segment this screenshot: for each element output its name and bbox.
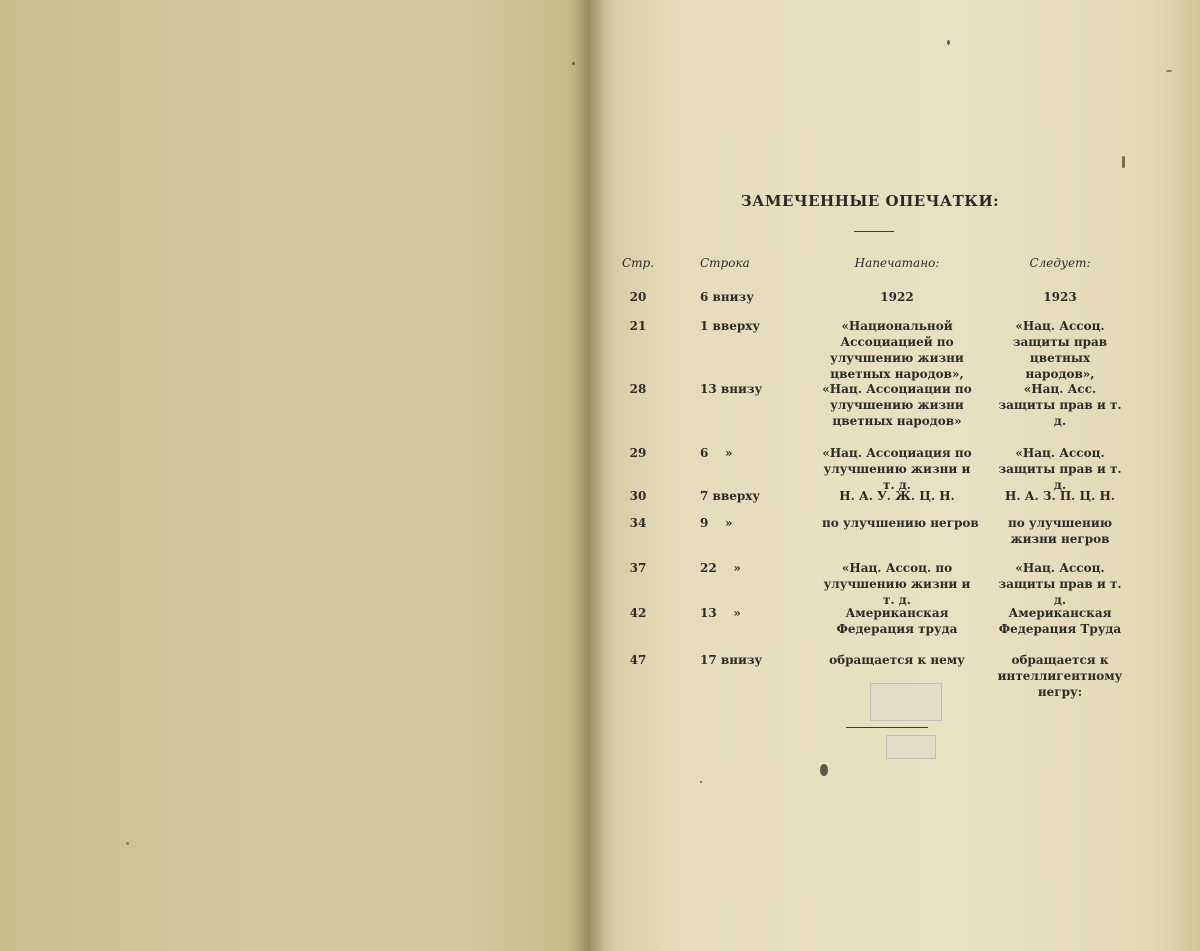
row-line-cell: 1 вверху: [700, 319, 761, 333]
row-page-cell: 21: [629, 319, 647, 333]
row-page-cell: 47: [629, 653, 647, 667]
row-page-cell: 28: [629, 382, 647, 396]
title-divider: [854, 231, 894, 232]
row-line-cell: 6 внизу: [700, 290, 754, 304]
row-page-cell: 29: [629, 446, 647, 460]
ink-speck: [126, 842, 129, 845]
row-line-cell: 13 »: [700, 606, 741, 620]
row-should-be-cell: «Нац. Ассоц. защиты прав и т. д.: [998, 561, 1122, 607]
row-should-be-cell: «Нац. Ассоц. защиты прав цветных народов»,: [1012, 319, 1108, 381]
column-header-should-be: Следует:: [1029, 256, 1091, 270]
ink-speck: [820, 764, 828, 776]
row-printed-cell: 1922: [880, 290, 914, 304]
row-page-cell: 20: [629, 290, 647, 304]
row-line-cell: 13 внизу: [700, 382, 763, 396]
ink-speck: [700, 781, 702, 783]
row-line-cell: 6 »: [700, 446, 733, 460]
row-printed-cell: «Нац. Ассоциации по улучшению жизни цветных народов»: [822, 382, 972, 428]
row-printed-cell: обращается к нему: [829, 653, 965, 667]
row-printed-cell: «Национальной Ассоциацией по улучшению жизни цветных народов»,: [830, 319, 964, 381]
row-line-cell: 22 »: [700, 561, 741, 575]
closing-divider: [846, 727, 928, 728]
row-printed-cell: по улучшению негров: [822, 516, 979, 530]
ink-speck: [947, 40, 950, 45]
row-page-cell: 42: [629, 606, 647, 620]
row-should-be-cell: обращается к интеллигентному негру:: [997, 653, 1123, 699]
row-should-be-cell: «Нац. Ассоц. защиты прав и т. д.: [998, 446, 1122, 492]
row-page-cell: 34: [629, 516, 647, 530]
left-page-blank: [0, 0, 590, 951]
column-header-page: Стр.: [621, 256, 655, 270]
row-should-be-cell: «Нац. Асс. защиты прав и т. д.: [998, 382, 1122, 428]
row-should-be-cell: Американская Федерация Труда: [998, 606, 1122, 636]
ink-speck: [572, 62, 575, 65]
row-line-cell: 9 »: [700, 516, 733, 530]
page-title: ЗАМЕЧЕННЫЕ ОПЕЧАТКИ:: [740, 192, 1000, 210]
book-gutter: [575, 0, 605, 951]
row-should-be-cell: Н. А. З. П. Ц. Н.: [1005, 489, 1115, 503]
ink-speck: [1122, 156, 1125, 168]
row-printed-cell: «Нац. Ассоц. по улучшению жизни и т. д.: [823, 561, 971, 607]
row-should-be-cell: 1923: [1043, 290, 1077, 304]
row-printed-cell: «Нац. Ассоциация по улучшению жизни и т. д.: [822, 446, 972, 492]
ink-speck: [1166, 70, 1172, 72]
row-page-cell: 30: [629, 489, 647, 503]
column-header-line: Строка: [700, 256, 750, 270]
row-printed-cell: Американская Федерация труда: [836, 606, 958, 636]
row-should-be-cell: по улучшению жизни негров: [1007, 516, 1113, 546]
row-line-cell: 17 внизу: [700, 653, 763, 667]
row-line-cell: 7 вверху: [700, 489, 761, 503]
row-printed-cell: Н. А. У. Ж. Ц. Н.: [839, 489, 955, 503]
column-header-printed: Напечатано:: [854, 256, 940, 270]
row-page-cell: 37: [629, 561, 647, 575]
faint-stamp: [870, 683, 942, 721]
faint-stamp: [886, 735, 936, 759]
